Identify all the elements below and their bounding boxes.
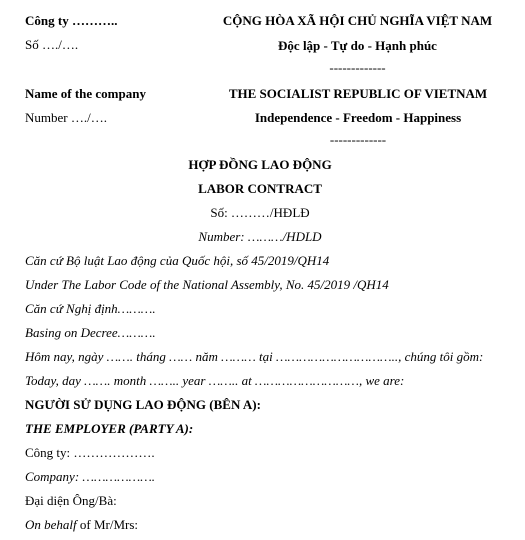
date-place-en: Today, day ……. month …….. year …….. at ………………………, we are: <box>25 373 405 388</box>
legal-basis-decree-en: Basing on Decree………. <box>25 325 156 340</box>
doc-number-vi: Số …./…. <box>25 37 79 52</box>
employer-representative-vi: Đại diện Ông/Bà: <box>25 493 117 508</box>
republic-name-vi: CỘNG HÒA XÃ HỘI CHỦ NGHĨA VIỆT NAM <box>222 13 493 28</box>
employer-heading-en: THE EMPLOYER (PARTY A): <box>25 421 194 436</box>
employer-representative-en <box>25 517 138 533</box>
header-divider: ------------- <box>329 132 387 147</box>
contract-number-vi: Số: ………/HĐLĐ <box>210 205 310 220</box>
contract-number-en: Number: ………/HDLD <box>198 229 322 244</box>
national-motto-en: Independence - Freedom - Happiness <box>254 110 462 125</box>
legal-basis-decree-vi: Căn cứ Nghị định………. <box>25 301 156 316</box>
contract-title-vi: HỢP ĐỒNG LAO ĐỘNG <box>188 157 332 172</box>
company-name-vi: Công ty ……….. <box>25 13 118 28</box>
employer-company-en: Company: ………………. <box>25 469 156 484</box>
republic-name-en: THE SOCIALIST REPUBLIC OF VIETNAM <box>228 86 488 101</box>
contract-title-en: LABOR CONTRACT <box>198 181 322 196</box>
representative-en-label: On behalf <box>25 517 77 532</box>
representative-en-suffix: of Mr/Mrs: <box>76 517 139 532</box>
header-divider: ------------- <box>329 60 386 75</box>
date-place-vi: Hôm nay, ngày ……. tháng …… năm ……… tại ………………………….., chúng tôi gồm: <box>25 349 484 364</box>
legal-basis-law-en: Under The Labor Code of the National Assembly, No. 45/2019 /QH14 <box>25 277 389 292</box>
national-motto-vi: Độc lập - Tự do - Hạnh phúc <box>278 38 437 53</box>
employer-company-vi: Công ty: ………………. <box>25 445 155 460</box>
company-name-en: Name of the company <box>25 86 146 101</box>
doc-number-en: Number …./…. <box>25 110 107 125</box>
legal-basis-law-vi: Căn cứ Bộ luật Lao động của Quốc hội, số 45/2019/QH14 <box>25 253 330 268</box>
employer-heading-vi: NGƯỜI SỬ DỤNG LAO ĐỘNG (BÊN A): <box>25 397 261 412</box>
